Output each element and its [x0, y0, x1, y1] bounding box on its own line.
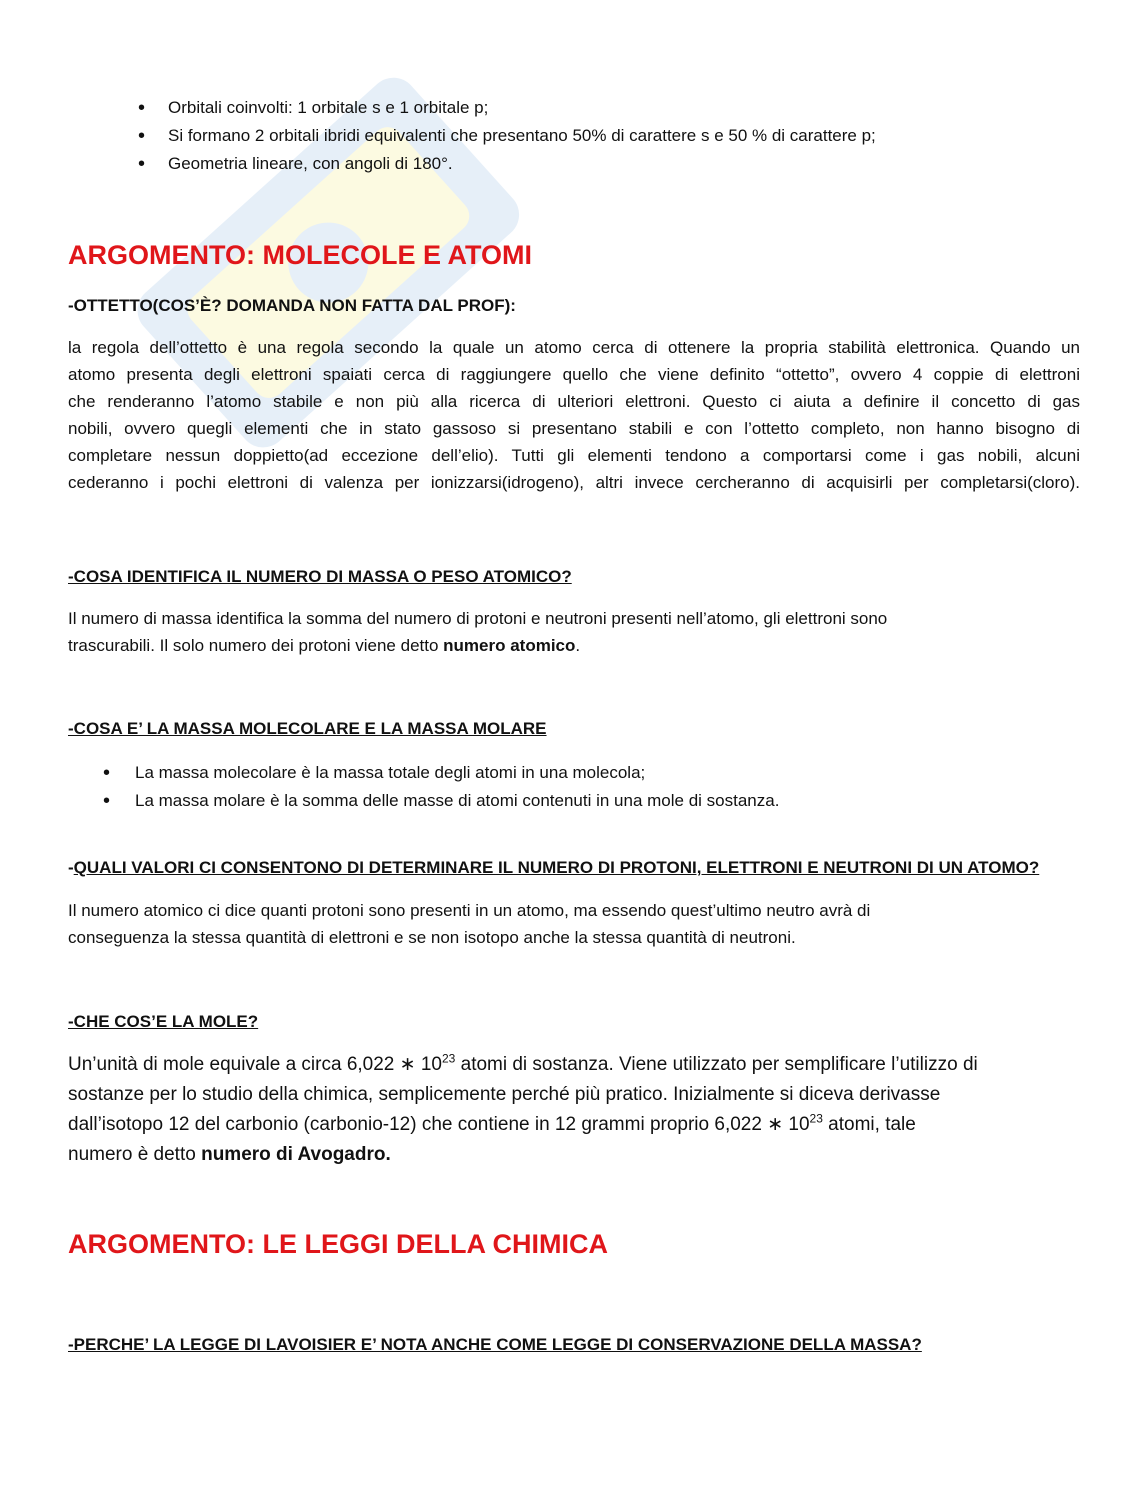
paragraph-line: completare nessun doppietto(ad eccezione dell’elio). Tutti gli elementi tendono a comportarsi come i gas nobili, alcuni [68, 446, 1080, 465]
paragraph-line [68, 1050, 1080, 1080]
paragraph-line: Il numero atomico ci dice quanti protoni sono presenti in un atomo, ma essendo quest’ultimo neutro avrà di [68, 901, 871, 920]
question-heading-mole: -CHE COS’E LA MOLE? [68, 1012, 259, 1031]
list-item: • La massa molecolare è la massa totale degli atomi in una molecola; [68, 759, 779, 787]
paragraph-valori [68, 897, 1080, 951]
text: atomi di sostanza. Viene utilizzato per semplificare l’utilizzo di [455, 1054, 978, 1075]
text: trascurabili. Il solo numero dei protoni viene detto [68, 636, 444, 655]
question-heading-lavoisier: -PERCHE’ LA LEGGE DI LAVOISIER E’ NOTA ANCHE COME LEGGE DI CONSERVAZIONE DELLA MASSA? [68, 1335, 922, 1354]
text: numero è detto [68, 1144, 202, 1165]
paragraph-line: conseguenza la stessa quantità di elettroni e se non isotopo anche la stessa quantità di neutroni. [68, 928, 796, 947]
question-heading-numero-massa: -COSA IDENTIFICA IL NUMERO DI MASSA O PESO ATOMICO? [68, 567, 572, 586]
paragraph-line: la regola dell’ottetto è una regola secondo la quale un atomo cerca di ottenere la propria stabilità elettronica. Quando un [68, 338, 1080, 357]
formula: 6,022 ∗ 10 [346, 1054, 442, 1075]
list-item: • La massa molare è la somma delle masse di atomi contenuti in una mole di sostanza. [68, 787, 779, 815]
paragraph-ottetto [68, 334, 1080, 496]
paragraph-line: atomo presenta degli elettroni spaiati cerca di raggiungere quello che viene definito “ottetto”, ovvero 4 coppie di elettroni [68, 365, 1080, 384]
hybridization-list [68, 94, 876, 178]
exponent: 23 [809, 1111, 823, 1126]
paragraph-line: cederanno i pochi elettroni di valenza per ionizzarsi(idrogeno), altri invece cercheranno di acquisirli per completarsi(cloro). [68, 473, 1080, 492]
text: atomi, tale [822, 1114, 916, 1135]
massa-list [68, 759, 779, 815]
question-heading-massa-molare: -COSA E’ LA MASSA MOLECOLARE E LA MASSA MOLARE [68, 719, 547, 738]
bold-term: numero di Avogadro. [201, 1144, 391, 1165]
list-item: • Si formano 2 orbitali ibridi equivalenti che presentano 50% di carattere s e 50 % di carattere p; [68, 122, 876, 150]
heading-prefix: - [68, 858, 74, 877]
paragraph-line: nobili, ovvero quegli elementi che in stato gassoso si presentano stabili e con l’ottetto completo, non hanno bisogno di [68, 419, 1080, 438]
text: . [575, 636, 581, 655]
heading-text: QUALI VALORI CI CONSENTONO DI DETERMINARE IL NUMERO DI PROTONI, ELETTRONI E NEUTRONI DI UN ATOMO? [73, 858, 1040, 877]
exponent: 23 [441, 1051, 456, 1066]
section-title-leggi-chimica: ARGOMENTO: LE LEGGI DELLA CHIMICA [68, 1229, 608, 1259]
question-heading-ottetto: -OTTETTO(COS’È? DOMANDA NON FATTA DAL PROF): [68, 296, 516, 315]
formula: 6,022 ∗ 10 [714, 1114, 810, 1135]
paragraph-numero-massa [68, 605, 1080, 659]
list-item: • Orbitali coinvolti: 1 orbitale s e 1 orbitale p; [68, 94, 876, 122]
paragraph-line: Il numero di massa identifica la somma del numero di protoni e neutroni presenti nell’atomo, gli elettroni sono [68, 609, 888, 628]
text: dall’isotopo 12 del carbonio (carbonio-12) che contiene in 12 grammi proprio [68, 1114, 715, 1135]
paragraph-mole [68, 1050, 1080, 1170]
paragraph-line: che renderanno l’atomo stabile e non più alla ricerca di ulteriori elettroni. Questo ci aiuta a definire il concetto di gas [68, 392, 1080, 411]
bold-term: numero atomico [443, 636, 576, 655]
section-title-molecole-atomi: ARGOMENTO: MOLECOLE E ATOMI [68, 240, 532, 270]
paragraph-line [68, 632, 1080, 659]
list-item: • Geometria lineare, con angoli di 180°. [68, 150, 876, 178]
paragraph-line [68, 1110, 1080, 1140]
paragraph-line [68, 1140, 1080, 1170]
text: Un’unità di mole equivale a circa [68, 1054, 347, 1075]
question-heading-valori [68, 858, 1080, 878]
paragraph-line: sostanze per lo studio della chimica, semplicemente perché più pratico. Inizialmente si diceva derivasse [68, 1084, 941, 1105]
